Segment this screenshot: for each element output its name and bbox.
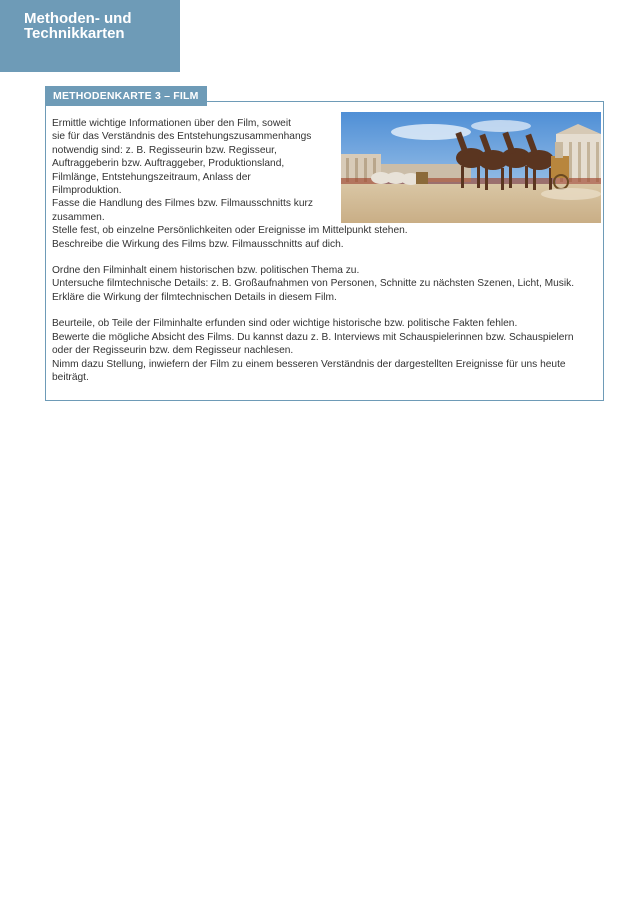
text-line: Nimm dazu Stellung, inwiefern der Film zu einem besseren Verständnis der dargestellten Ereignisse für uns heute: [52, 358, 566, 370]
text-line: Bewerte die mögliche Absicht des Films. Du kannst dazu z. B. Interviews mit Schauspielerinnen bzw. Schauspielern: [52, 331, 574, 343]
text-line: Untersuche filmtechnische Details: z. B. Großaufnahmen von Personen, Schnitte zu nächsten Szenen, Licht, Musik.: [52, 278, 575, 290]
text-line: Stelle fest, ob einzelne Persönlichkeiten oder Ereignisse im Mittelpunkt stehen.: [52, 225, 408, 237]
text-line: Filmlänge, Entstehungszeitraum, Anlass der: [52, 171, 251, 183]
text-line: Fasse die Handlung des Filmes bzw. Filmausschnitts kurz: [52, 198, 314, 210]
text-line: Erkläre die Wirkung der filmtechnischen Details in diesem Film.: [52, 291, 337, 303]
page-title-line2: Technikkarten: [24, 25, 125, 42]
intro-block: [52, 117, 337, 224]
text-line: notwendig sind: z. B. Regisseurin bzw. Regisseur,: [52, 144, 277, 156]
text-line: beiträgt.: [52, 371, 89, 383]
card-label: METHODENKARTE 3 – FILM: [45, 86, 207, 106]
text-line: Auftraggeberin bzw. Auftraggeber, Produktionsland,: [52, 158, 285, 170]
page-title-line1: Methoden- und: [24, 10, 132, 27]
text-line: oder der Regisseurin bzw. dem Regisseur nachlesen.: [52, 345, 294, 357]
page-title: [24, 11, 131, 41]
text-line: Ordne den Filminhalt einem historischen bzw. politischen Thema zu.: [52, 265, 360, 277]
text-line: Beschreibe die Wirkung des Films bzw. Filmausschnitts auf dich.: [52, 238, 344, 250]
text-line: Beurteile, ob Teile der Filminhalte erfunden sind oder wichtige historische bzw. politische Fakten fehlen.: [52, 318, 518, 330]
text-line: zusammen.: [52, 211, 105, 223]
card-text: [52, 117, 600, 384]
text-line: Ermittle wichtige Informationen über den Film, soweit: [52, 118, 291, 129]
text-line: sie für das Verständnis des Entstehungszusammenhangs: [52, 131, 312, 143]
text-line: Filmproduktion.: [52, 185, 122, 197]
